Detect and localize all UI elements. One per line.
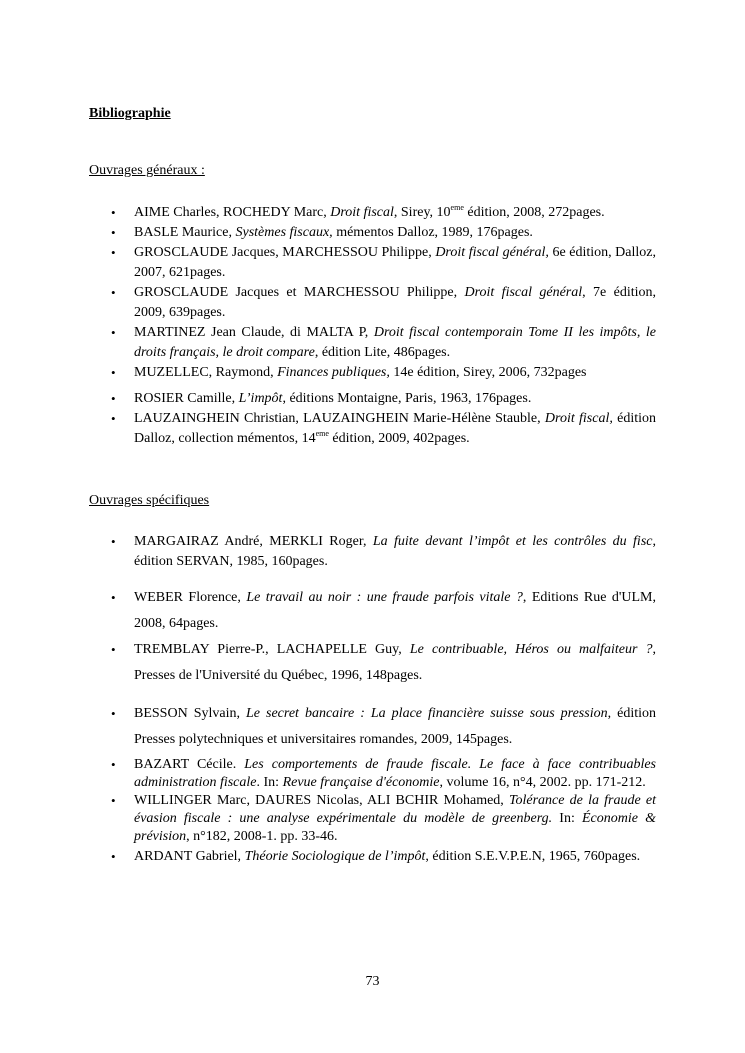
page-title: Bibliographie xyxy=(89,106,171,121)
list-item: • WILLINGER Marc, DAURES Nicolas, ALI BCHIR Mohamed, Tolérance de la fraude et évasion fiscale : une analyse expérimentale du modèle de greenberg. In: Économie & prévision, n°182, 2008-1. pp. 33-46. xyxy=(0,792,656,846)
list-item: • MARGAIRAZ André, MERKLI Roger, La fuite devant l’impôt et les contrôles du fisc, édition SERVAN, 1985, 160pages. xyxy=(0,532,656,572)
page-number: 73 xyxy=(365,974,380,989)
list-item: • ARDANT Gabriel, Théorie Sociologique de l’impôt, édition S.E.V.P.E.N, 1965, 760pages. xyxy=(0,846,656,867)
section-heading-general: Ouvrages généraux : xyxy=(89,163,205,178)
list-item: • ROSIER Camille, L’impôt, éditions Montaigne, Paris, 1963, 176pages. xyxy=(0,389,656,409)
list-item: • GROSCLAUDE Jacques et MARCHESSOU Philippe, Droit fiscal général, 7e édition, 2009, 639pages. xyxy=(0,283,656,323)
list-item: • MUZELLEC, Raymond, Finances publiques, 14e édition, Sirey, 2006, 732pages xyxy=(0,363,656,383)
list-item: • TREMBLAY Pierre-P., LACHAPELLE Guy, Le contribuable, Héros ou malfaiteur ?, Presses de l'Université du Québec, 1996, 148pages. xyxy=(0,637,656,689)
list-item: • BAZART Cécile. Les comportements de fraude fiscale. Le face à face contribuables administration fiscale. In: Revue française d'économie, volume 16, n°4, 2002. pp. 171-212. xyxy=(0,756,656,792)
list-item: • BASLE Maurice, Systèmes fiscaux, mémentos Dalloz, 1989, 176pages. xyxy=(0,223,656,243)
list-item: • GROSCLAUDE Jacques, MARCHESSOU Philippe, Droit fiscal général, 6e édition, Dalloz, 2007, 621pages. xyxy=(0,243,656,283)
list-item: • BESSON Sylvain, Le secret bancaire : La place financière suisse sous pression, édition Presses polytechniques et universitaires romandes, 2009, 145pages. xyxy=(0,701,656,753)
list-item: • LAUZAINGHEIN Christian, LAUZAINGHEIN Marie-Hélène Stauble, Droit fiscal, édition Dalloz, collection mémentos, 14eme édition, 2009, 402pages. xyxy=(0,409,656,449)
list-item: • WEBER Florence, Le travail au noir : une fraude parfois vitale ?, Editions Rue d'ULM, 2008, 64pages. xyxy=(0,585,656,637)
specific-works-list xyxy=(0,532,656,753)
specific-works-list-continued xyxy=(0,756,656,867)
section-heading-specific: Ouvrages spécifiques xyxy=(89,493,210,508)
list-item: • AIME Charles, ROCHEDY Marc, Droit fiscal, Sirey, 10eme édition, 2008, 272pages. xyxy=(0,203,656,223)
list-item: • MARTINEZ Jean Claude, di MALTA P, Droit fiscal contemporain Tome II les impôts, le droits français, le droit compare, édition Lite, 486pages. xyxy=(0,323,656,363)
general-works-list xyxy=(0,203,656,449)
